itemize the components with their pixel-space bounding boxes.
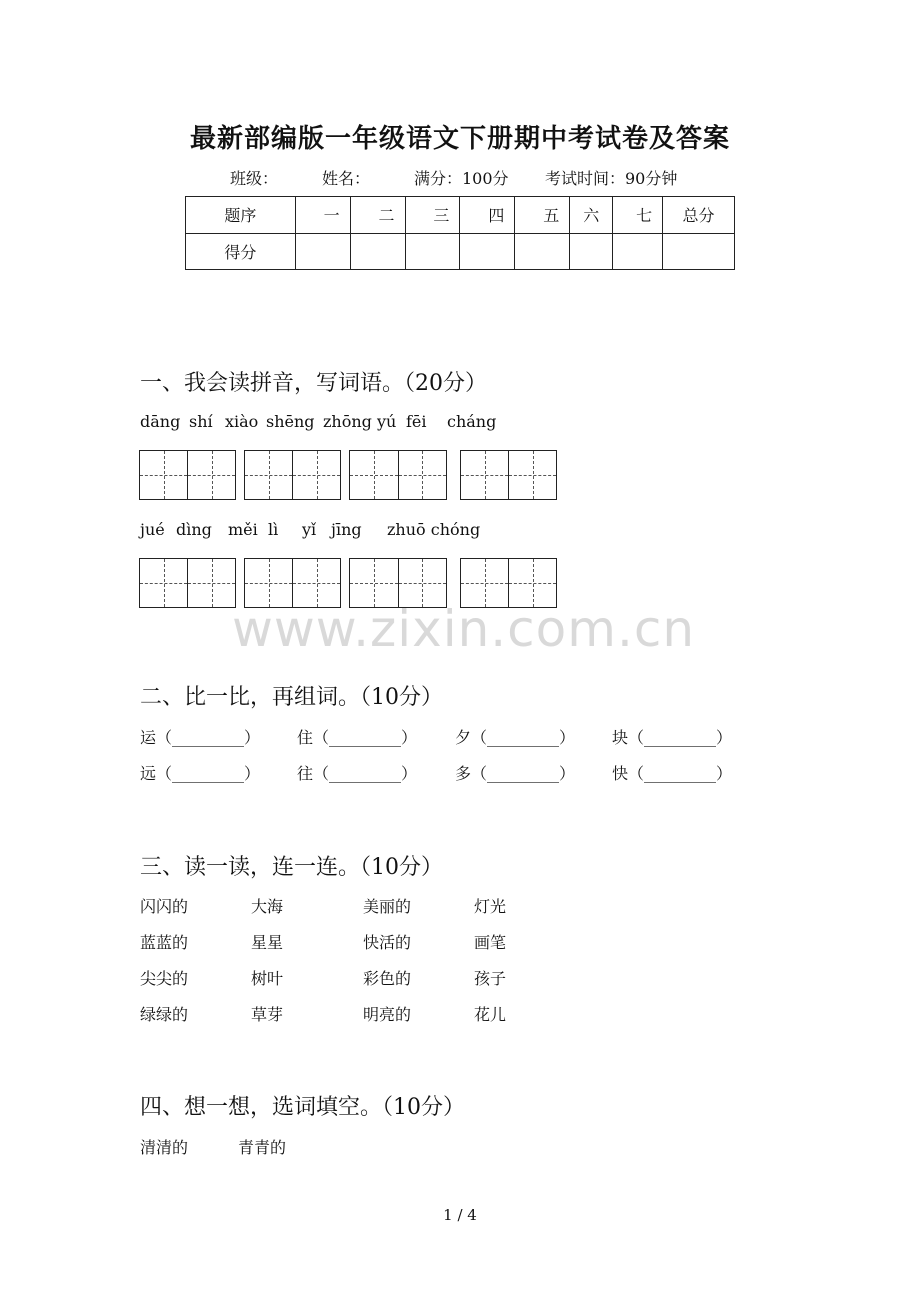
- pinyin: dāng: [140, 412, 181, 431]
- table-header-cell: 总分: [663, 197, 735, 234]
- table-header-cell: 三: [405, 197, 460, 234]
- score-input-cell[interactable]: [460, 233, 515, 270]
- pinyin: shí: [189, 412, 213, 431]
- match-word[interactable]: 尖尖的: [140, 969, 189, 988]
- score-row-label: 得分: [186, 233, 296, 270]
- score-table-score-row: [186, 233, 735, 270]
- answer-blank[interactable]: _________: [644, 728, 717, 747]
- match-word[interactable]: 蓝蓝的: [140, 933, 189, 952]
- match-word[interactable]: 星星: [251, 933, 284, 952]
- match-word[interactable]: 闪闪的: [140, 897, 189, 916]
- section3-heading: 三、读一读，连一连。（10分）: [140, 855, 443, 880]
- pinyin: dìng: [176, 520, 212, 539]
- pinyin: fēi: [406, 412, 427, 431]
- table-header-cell: 二: [350, 197, 405, 234]
- score-input-cell[interactable]: [613, 233, 663, 270]
- section4-heading: 四、想一想，选词填空。（10分）: [140, 1095, 465, 1120]
- answer-blank[interactable]: _________: [487, 764, 560, 783]
- match-word[interactable]: 快活的: [363, 933, 412, 952]
- pinyin: jué: [140, 520, 165, 539]
- full-marks-label: 满分：100分: [414, 169, 509, 188]
- character: 往: [297, 764, 314, 783]
- score-table: [185, 196, 735, 270]
- pinyin: zhuō chóng: [387, 520, 481, 539]
- pinyin: lì: [268, 520, 279, 539]
- word-group-item[interactable]: 往（_________）: [297, 764, 418, 783]
- match-word[interactable]: 草芽: [251, 1005, 284, 1024]
- tianzige-box[interactable]: [460, 450, 557, 500]
- match-word[interactable]: 孩子: [474, 969, 507, 988]
- section2-heading: 二、比一比，再组词。（10分）: [140, 685, 443, 710]
- score-input-cell[interactable]: [405, 233, 460, 270]
- tianzige-box[interactable]: [244, 450, 341, 500]
- answer-blank[interactable]: _________: [172, 728, 245, 747]
- page-number: 1 / 4: [443, 1206, 477, 1224]
- section1-heading: 一、我会读拼音，写词语。（20分）: [140, 371, 487, 396]
- score-input-cell[interactable]: [515, 233, 570, 270]
- watermark: www.zixin.com.cn: [232, 600, 696, 658]
- table-header-cell: 六: [570, 197, 613, 234]
- pinyin: cháng: [447, 412, 497, 431]
- exam-time-label: 考试时间：90分钟: [545, 169, 678, 188]
- table-header-cell: 一: [295, 197, 350, 234]
- character: 远: [140, 764, 157, 783]
- match-word[interactable]: 灯光: [474, 897, 507, 916]
- character: 住: [297, 728, 314, 747]
- character: 运: [140, 728, 157, 747]
- table-header-cell: 五: [515, 197, 570, 234]
- word-group-item[interactable]: 远（_________）: [140, 764, 261, 783]
- character: 块: [612, 728, 629, 747]
- character: 夕: [455, 728, 472, 747]
- match-word[interactable]: 花儿: [474, 1005, 507, 1024]
- answer-blank[interactable]: _________: [487, 728, 560, 747]
- name-label: 姓名：: [322, 169, 371, 188]
- match-word[interactable]: 美丽的: [363, 897, 412, 916]
- tianzige-box[interactable]: [139, 450, 236, 500]
- score-input-cell[interactable]: [295, 233, 350, 270]
- tianzige-box[interactable]: [349, 450, 447, 500]
- pinyin: xiào: [225, 412, 259, 431]
- score-input-cell[interactable]: [663, 233, 735, 270]
- score-input-cell[interactable]: [350, 233, 405, 270]
- character: 多: [455, 764, 472, 783]
- answer-blank[interactable]: _________: [329, 728, 402, 747]
- word-group-item[interactable]: 多（_________）: [455, 764, 576, 783]
- choice-word: 清清的: [140, 1138, 189, 1157]
- word-group-item[interactable]: 块（_________）: [612, 728, 733, 747]
- score-table-header-row: [186, 197, 735, 234]
- page-title: 最新部编版一年级语文下册期中考试卷及答案: [189, 124, 730, 154]
- match-word[interactable]: 大海: [251, 897, 284, 916]
- word-group-item[interactable]: 夕（_________）: [455, 728, 576, 747]
- pinyin: shēng: [266, 412, 315, 431]
- match-word[interactable]: 树叶: [251, 969, 284, 988]
- word-group-item[interactable]: 运（_________）: [140, 728, 261, 747]
- score-input-cell[interactable]: [570, 233, 613, 270]
- tianzige-box[interactable]: [139, 558, 236, 608]
- pinyin: yǐ: [302, 520, 317, 539]
- match-word[interactable]: 明亮的: [363, 1005, 412, 1024]
- table-header-cell: 题序: [186, 197, 296, 234]
- word-group-item[interactable]: 快（_________）: [612, 764, 733, 783]
- answer-blank[interactable]: _________: [329, 764, 402, 783]
- match-word[interactable]: 绿绿的: [140, 1005, 189, 1024]
- choice-word: 青青的: [238, 1138, 287, 1157]
- table-header-cell: 四: [460, 197, 515, 234]
- pinyin: zhōng yú: [323, 412, 397, 431]
- table-header-cell: 七: [613, 197, 663, 234]
- word-group-item[interactable]: 住（_________）: [297, 728, 418, 747]
- pinyin: měi: [228, 520, 258, 539]
- pinyin: jīng: [331, 520, 362, 539]
- class-label: 班级：: [230, 169, 279, 188]
- character: 快: [612, 764, 629, 783]
- match-word[interactable]: 彩色的: [363, 969, 412, 988]
- match-word[interactable]: 画笔: [474, 933, 507, 952]
- answer-blank[interactable]: _________: [644, 764, 717, 783]
- answer-blank[interactable]: _________: [172, 764, 245, 783]
